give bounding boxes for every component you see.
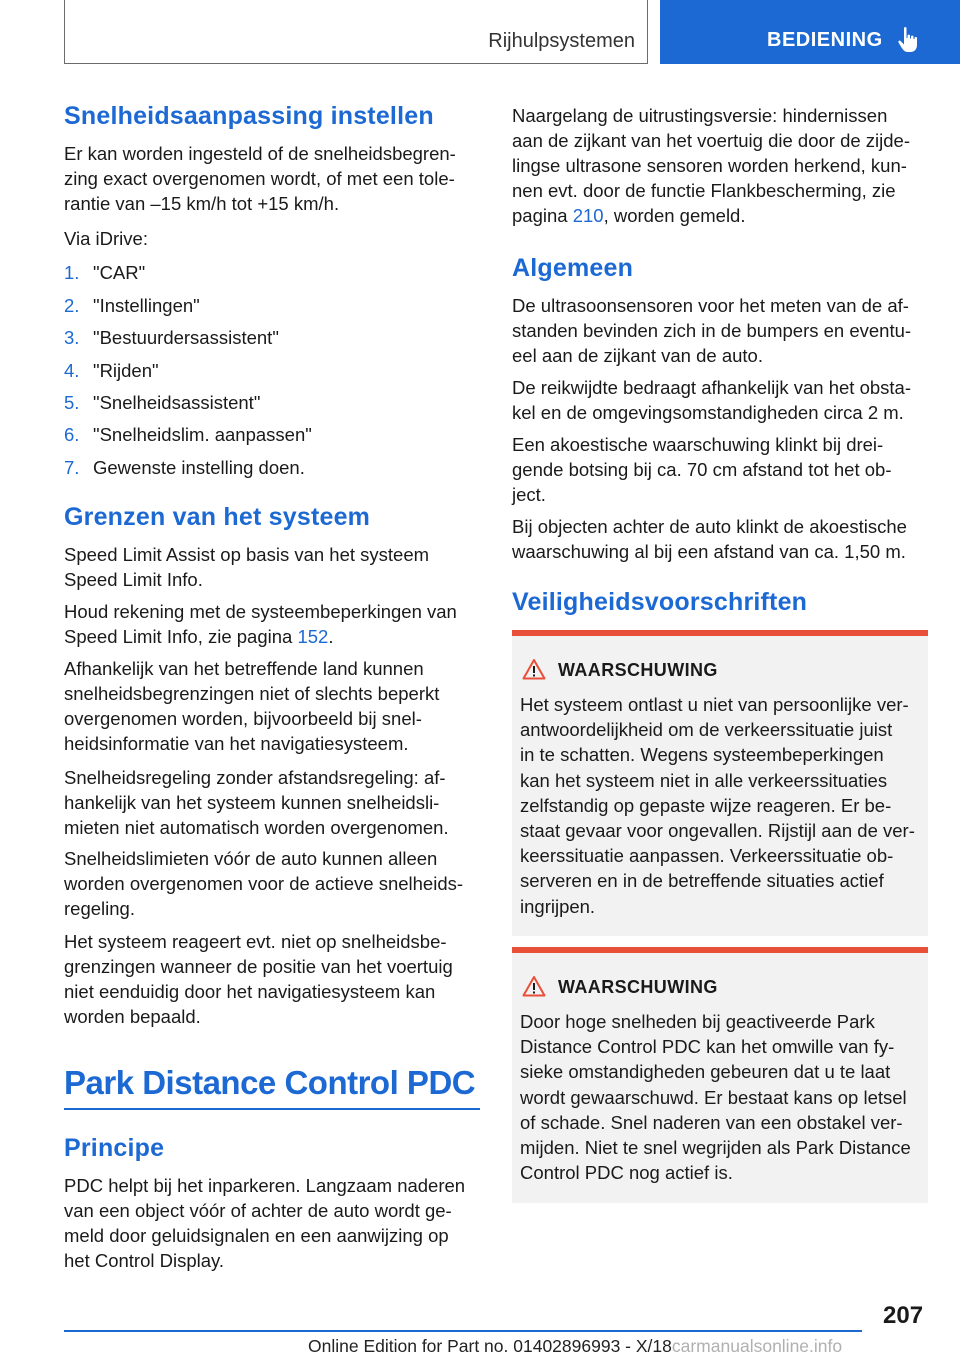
- text-line: nen evt. door de functie Flankbescherming, zie: [512, 180, 896, 201]
- heading-rule: [64, 1108, 480, 1110]
- text-line: van een object vóór of achter de auto wordt ge-: [64, 1200, 452, 1221]
- text-line: niet eenduidig door het navigatiesysteem kan: [64, 981, 436, 1002]
- text-line: lingse ultrasone sensoren worden herkend, kun-: [512, 155, 907, 176]
- via-idrive: Via iDrive:: [64, 228, 148, 249]
- heading-veiligheid: Veiligheidsvoorschriften: [512, 588, 808, 616]
- text-line: wordt gewaarschuwd. Er bestaat kans op letsel: [520, 1086, 907, 1108]
- text-line: hankelijk van het systeem kunnen snelheidsli-: [64, 792, 440, 813]
- paragraph-snelheid: [64, 141, 456, 216]
- text-line: regeling.: [64, 898, 135, 919]
- text-line: grenzingen wanneer de positie van het voertuig: [64, 956, 453, 977]
- text-line: Door hoge snelheden bij geactiveerde Park: [520, 1011, 875, 1032]
- warning-title: WAARSCHUWING: [558, 977, 718, 997]
- text-line: Speed Limit Info.: [64, 569, 203, 590]
- footer-edition: [308, 1336, 842, 1357]
- text-line: Bij objecten achter de auto klinkt de akoestische: [512, 516, 907, 537]
- page-link-152[interactable]: 152: [297, 626, 329, 647]
- text-line: of schade. Snel naderen van een obstakel ver-: [520, 1111, 903, 1133]
- text-segment: .: [328, 626, 334, 647]
- footer-rule: [64, 1330, 862, 1332]
- warning-box: [512, 947, 928, 1203]
- paragraph-grenzen-6: [64, 929, 453, 1029]
- text-line: Er kan worden ingesteld of de snelheidsbegren-: [64, 143, 456, 164]
- warning-triangle-icon: [522, 658, 546, 680]
- page-number: 207: [883, 1302, 924, 1329]
- paragraph-grenzen-3: [64, 656, 439, 756]
- list-text: "Instellingen": [93, 295, 200, 316]
- edition-text: Online Edition for Part no. 01402896993 - X/18: [308, 1336, 672, 1356]
- section-title: BEDIENING: [767, 29, 883, 51]
- text-line: meld door geluidsignalen en een aanwijzing op: [64, 1225, 449, 1246]
- text-line: Afhankelijk van het betreffende land kunnen: [64, 658, 424, 679]
- list-number: 4.: [64, 360, 80, 381]
- list-number: 5.: [64, 392, 80, 413]
- text-segment: , worden gemeld.: [603, 205, 746, 226]
- warning-title: WAARSCHUWING: [558, 660, 718, 680]
- text-line: antwoordelijkheid om de verkeerssituatie juist: [520, 719, 893, 741]
- text-line: kan het systeem niet in alle verkeerssituaties: [520, 769, 888, 791]
- heading-snelheidsaanpassing: Snelheidsaanpassing instellen: [64, 102, 434, 130]
- text-line: heidsinformatie van het navigatiesysteem.: [64, 733, 409, 754]
- text-line: staat gevaar voor ongevallen. Rijstijl aan de ver-: [520, 820, 915, 842]
- text-line: Het systeem ontlast u niet van persoonlijke ver-: [520, 694, 909, 715]
- list-text: Gewenste instelling doen.: [93, 457, 305, 478]
- text-line: Snelheidsregeling zonder afstandsregeling: af-: [64, 767, 446, 788]
- heading-algemeen: Algemeen: [512, 254, 634, 282]
- paragraph-algemeen-3: [512, 432, 892, 507]
- text-line: rantie van –15 km/h tot +15 km/h.: [64, 193, 340, 214]
- text-line: mieten niet automatisch worden overgenomen.: [64, 817, 449, 838]
- warning-triangle-icon: [522, 975, 546, 997]
- chapter-title: Rijhulpsystemen: [488, 30, 635, 52]
- warning-box: [512, 630, 928, 936]
- text-line: [64, 624, 457, 649]
- list-number: 3.: [64, 327, 80, 348]
- text-line: snelheidsbegrenzingen niet of slechts beperkt: [64, 683, 440, 704]
- list-text: "Snelheidsassistent": [93, 392, 261, 413]
- text-segment: Speed Limit Info, zie pagina: [64, 626, 298, 647]
- list-text: "Snelheidslim. aanpassen": [93, 424, 312, 445]
- paragraph-grenzen-5: [64, 846, 463, 921]
- warning-text: [520, 1009, 911, 1185]
- text-line: gende botsing bij ca. 70 cm afstand tot het ob-: [512, 459, 892, 480]
- text-line: Het systeem reageert evt. niet op snelheidsbe-: [64, 931, 447, 952]
- text-line: PDC helpt bij het inparkeren. Langzaam naderen: [64, 1175, 466, 1196]
- text-line: mijden. Niet te snel wegrijden als Park Distance: [520, 1137, 911, 1159]
- text-line: Houd rekening met de systeembeperkingen van: [64, 601, 457, 622]
- text-line: keerssituatie aanpassen. Verkeerssituatie ob-: [520, 845, 894, 867]
- text-line: worden overgenomen voor de actieve snelheids-: [64, 873, 464, 894]
- text-line: Naargelang de uitrustingsversie: hindernissen: [512, 105, 888, 126]
- text-line: Een akoestische waarschuwing klinkt bij drei-: [512, 434, 884, 455]
- section-tab: [660, 0, 960, 64]
- text-line: serveren en in de betreffende situaties actief: [520, 870, 884, 892]
- list-number: 1.: [64, 262, 80, 283]
- warning-text: [520, 692, 915, 919]
- hand-pointer-icon: [896, 26, 920, 54]
- text-line: Snelheidslimieten vóór de auto kunnen alleen: [64, 848, 438, 869]
- text-line: het Control Display.: [64, 1250, 225, 1271]
- text-line: [512, 203, 910, 228]
- list-number: 2.: [64, 295, 80, 316]
- text-line: ingrijpen.: [520, 895, 596, 917]
- text-line: Control PDC nog actief is.: [520, 1162, 733, 1184]
- list-text: "Rijden": [93, 360, 159, 381]
- paragraph-flank: [512, 103, 910, 228]
- paragraph-grenzen-2: [64, 599, 457, 649]
- heading-pdc: Park Distance Control PDC: [64, 1064, 476, 1101]
- list-number: 6.: [64, 424, 80, 445]
- text-line: Distance Control PDC kan het omwille van fy-: [520, 1036, 895, 1058]
- paragraph-algemeen-4: [512, 514, 907, 564]
- list-text: "CAR": [93, 262, 146, 283]
- heading-principe: Principe: [64, 1134, 165, 1162]
- paragraph-principe: [64, 1173, 465, 1273]
- page-link-210[interactable]: 210: [572, 205, 604, 226]
- heading-grenzen: Grenzen van het systeem: [64, 503, 371, 531]
- paragraph-algemeen-2: [512, 375, 911, 425]
- watermark: carmanualsonline.info: [671, 1336, 843, 1356]
- text-line: aan de zijkant van het voertuig die door de zijde-: [512, 130, 911, 151]
- list-text: "Bestuurdersassistent": [93, 327, 279, 348]
- paragraph-grenzen-4: [64, 765, 449, 840]
- text-line: eel aan de zijkant van de auto.: [512, 345, 763, 366]
- text-line: sieke omstandigheden gebeuren dat u te laat: [520, 1061, 891, 1083]
- text-line: overgenomen worden, bijvoorbeeld bij snel-: [64, 708, 422, 729]
- text-line: worden bepaald.: [64, 1006, 201, 1027]
- text-line: De ultrasoonsensoren voor het meten van de af-: [512, 295, 909, 316]
- text-line: kel en de omgevingsomstandigheden circa 2 m.: [512, 402, 904, 423]
- text-line: zing exact overgenomen wordt, of met een tole-: [64, 168, 455, 189]
- chapter-tab: [64, 0, 648, 64]
- text-line: De reikwijdte bedraagt afhankelijk van het obsta-: [512, 377, 912, 398]
- text-line: zelfstandig op gepaste wijze reageren. Er be-: [520, 794, 892, 816]
- text-line: in te schatten. Wegens systeembeperkingen: [520, 744, 884, 766]
- text-line: ject.: [512, 484, 546, 505]
- paragraph-grenzen-1: [64, 542, 429, 592]
- paragraph-algemeen-1: [512, 293, 911, 368]
- text-line: waarschuwing al bij een afstand van ca. 1,50 m.: [512, 541, 906, 562]
- list-number: 7.: [64, 457, 80, 478]
- text-line: standen bevinden zich in de bumpers en eventu-: [512, 320, 912, 341]
- text-segment: pagina: [512, 205, 573, 226]
- text-line: Speed Limit Assist op basis van het systeem: [64, 544, 430, 565]
